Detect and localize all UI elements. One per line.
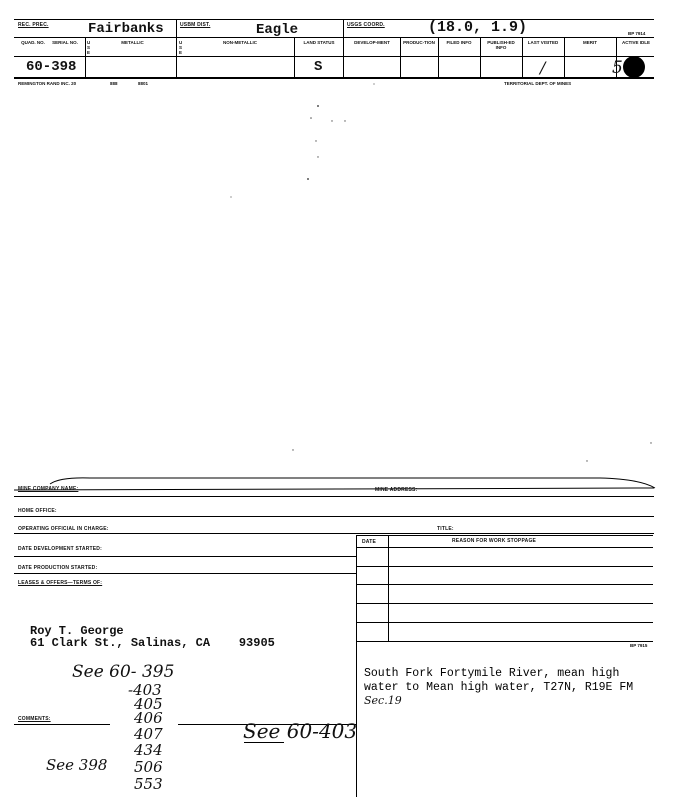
quad-no-label: QUAD. NO. [21, 40, 45, 45]
active-idle-label: ACTIVE IDLE [621, 40, 650, 45]
handwritten-number: 553 [134, 775, 163, 793]
home-office-label: HOME OFFICE: [18, 508, 57, 514]
merit-label: MERIT [583, 40, 597, 45]
usbm-dist-label: USBM DIST. [180, 22, 211, 28]
metallic-label: METALLIC [121, 40, 144, 45]
handwritten-number: -403 [128, 681, 162, 699]
handwritten-see-reference: See 60- 395 [72, 662, 175, 682]
stoppage-row [357, 566, 653, 567]
land-status-label: LAND STATUS [303, 40, 335, 45]
last-visited-mark: / [540, 58, 546, 77]
land-status-value: S [314, 59, 323, 75]
form-number-2: BP 7915 [630, 643, 648, 648]
handwritten-number: 405 [134, 695, 163, 713]
title-label: TITLE: [437, 526, 454, 532]
last-visited-label: LAST VISITED [527, 40, 559, 45]
usgs-coord-value: (18.0, 1.9) [428, 19, 528, 36]
usbm-dist-value: Eagle [256, 22, 299, 38]
handwritten-number: 406 [134, 709, 163, 727]
rec-prec-label: REC. PREC. [18, 22, 49, 28]
stoppage-row [357, 584, 653, 585]
rec-prec-value: Fairbanks [88, 21, 164, 37]
rule [14, 533, 654, 534]
operating-official-label: OPERATING OFFICIAL IN CHARGE: [18, 526, 109, 532]
department-imprint: TERRITORIAL DEPT. OF MINES [504, 81, 572, 86]
quad-serial-value: 60-398 [26, 59, 77, 75]
stoppage-row [357, 547, 653, 548]
usgs-coord-label: USGS COORD. [347, 22, 385, 28]
stoppage-date-header: DATE [362, 539, 377, 545]
stoppage-row [357, 603, 653, 604]
serial-no-label: SERIAL NO. [52, 40, 78, 45]
rule [14, 556, 357, 557]
printer-imprint: REMINGTON RAND INC. 20 [18, 81, 77, 86]
date-development-label: DATE DEVELOPMENT STARTED: [18, 546, 102, 552]
location-line-3: Sec.19 [364, 694, 402, 707]
handwritten-see-left: See 398 [46, 756, 108, 774]
mine-company-name-label: MINE COMPANY NAME: [18, 486, 79, 492]
development-label: DEVELOP-MENT [354, 40, 390, 45]
production-label: PRODUC-TION [403, 40, 435, 45]
card-top-edge [0, 474, 678, 494]
use-code-label: U S E [87, 40, 91, 55]
stoppage-reason-header: REASON FOR WORK STOPPAGE [452, 538, 537, 544]
published-info-label: PUBLISH-ED INFO [487, 40, 515, 50]
rule [14, 516, 654, 517]
filed-info-label: FILED INFO [446, 40, 472, 45]
non-metallic-label: NON-METALLIC [223, 40, 257, 45]
date-production-label: DATE PRODUCTION STARTED: [18, 565, 98, 571]
location-line-2: water to Mean high water, T27N, R19E FM [364, 681, 634, 694]
handwritten-see-main: See 60-403 [243, 719, 358, 743]
handwritten-number: 506 [134, 758, 163, 776]
underline-stroke [244, 742, 284, 743]
mine-address-label: MINE ADDRESS: [375, 487, 418, 493]
stoppage-row [357, 641, 653, 642]
stoppage-row [357, 622, 653, 623]
owner-address: 61 Clark St., Salinas, CA 93905 [30, 636, 275, 650]
comments-label: COMMENTS: [18, 716, 51, 722]
location-line-1: South Fork Fortymile River, mean high [364, 667, 620, 680]
owner-name: Roy T. George [30, 624, 124, 638]
use-code-label-2: U S E [179, 40, 183, 55]
rule [14, 496, 654, 497]
divider [356, 535, 357, 797]
rule [14, 573, 357, 574]
active-idle-mark: 5 [612, 58, 623, 78]
handwritten-number: 407 [134, 725, 163, 743]
rule [357, 535, 653, 536]
form-number: BP 7914 [628, 31, 646, 36]
rule [14, 724, 110, 725]
divider [388, 535, 389, 641]
printer-code: 8801 [138, 81, 149, 86]
handwritten-number: 434 [134, 741, 163, 759]
leases-label: LEASES & OFFERS—TERMS OF: [18, 580, 103, 586]
printer-code: 888 [110, 81, 118, 86]
